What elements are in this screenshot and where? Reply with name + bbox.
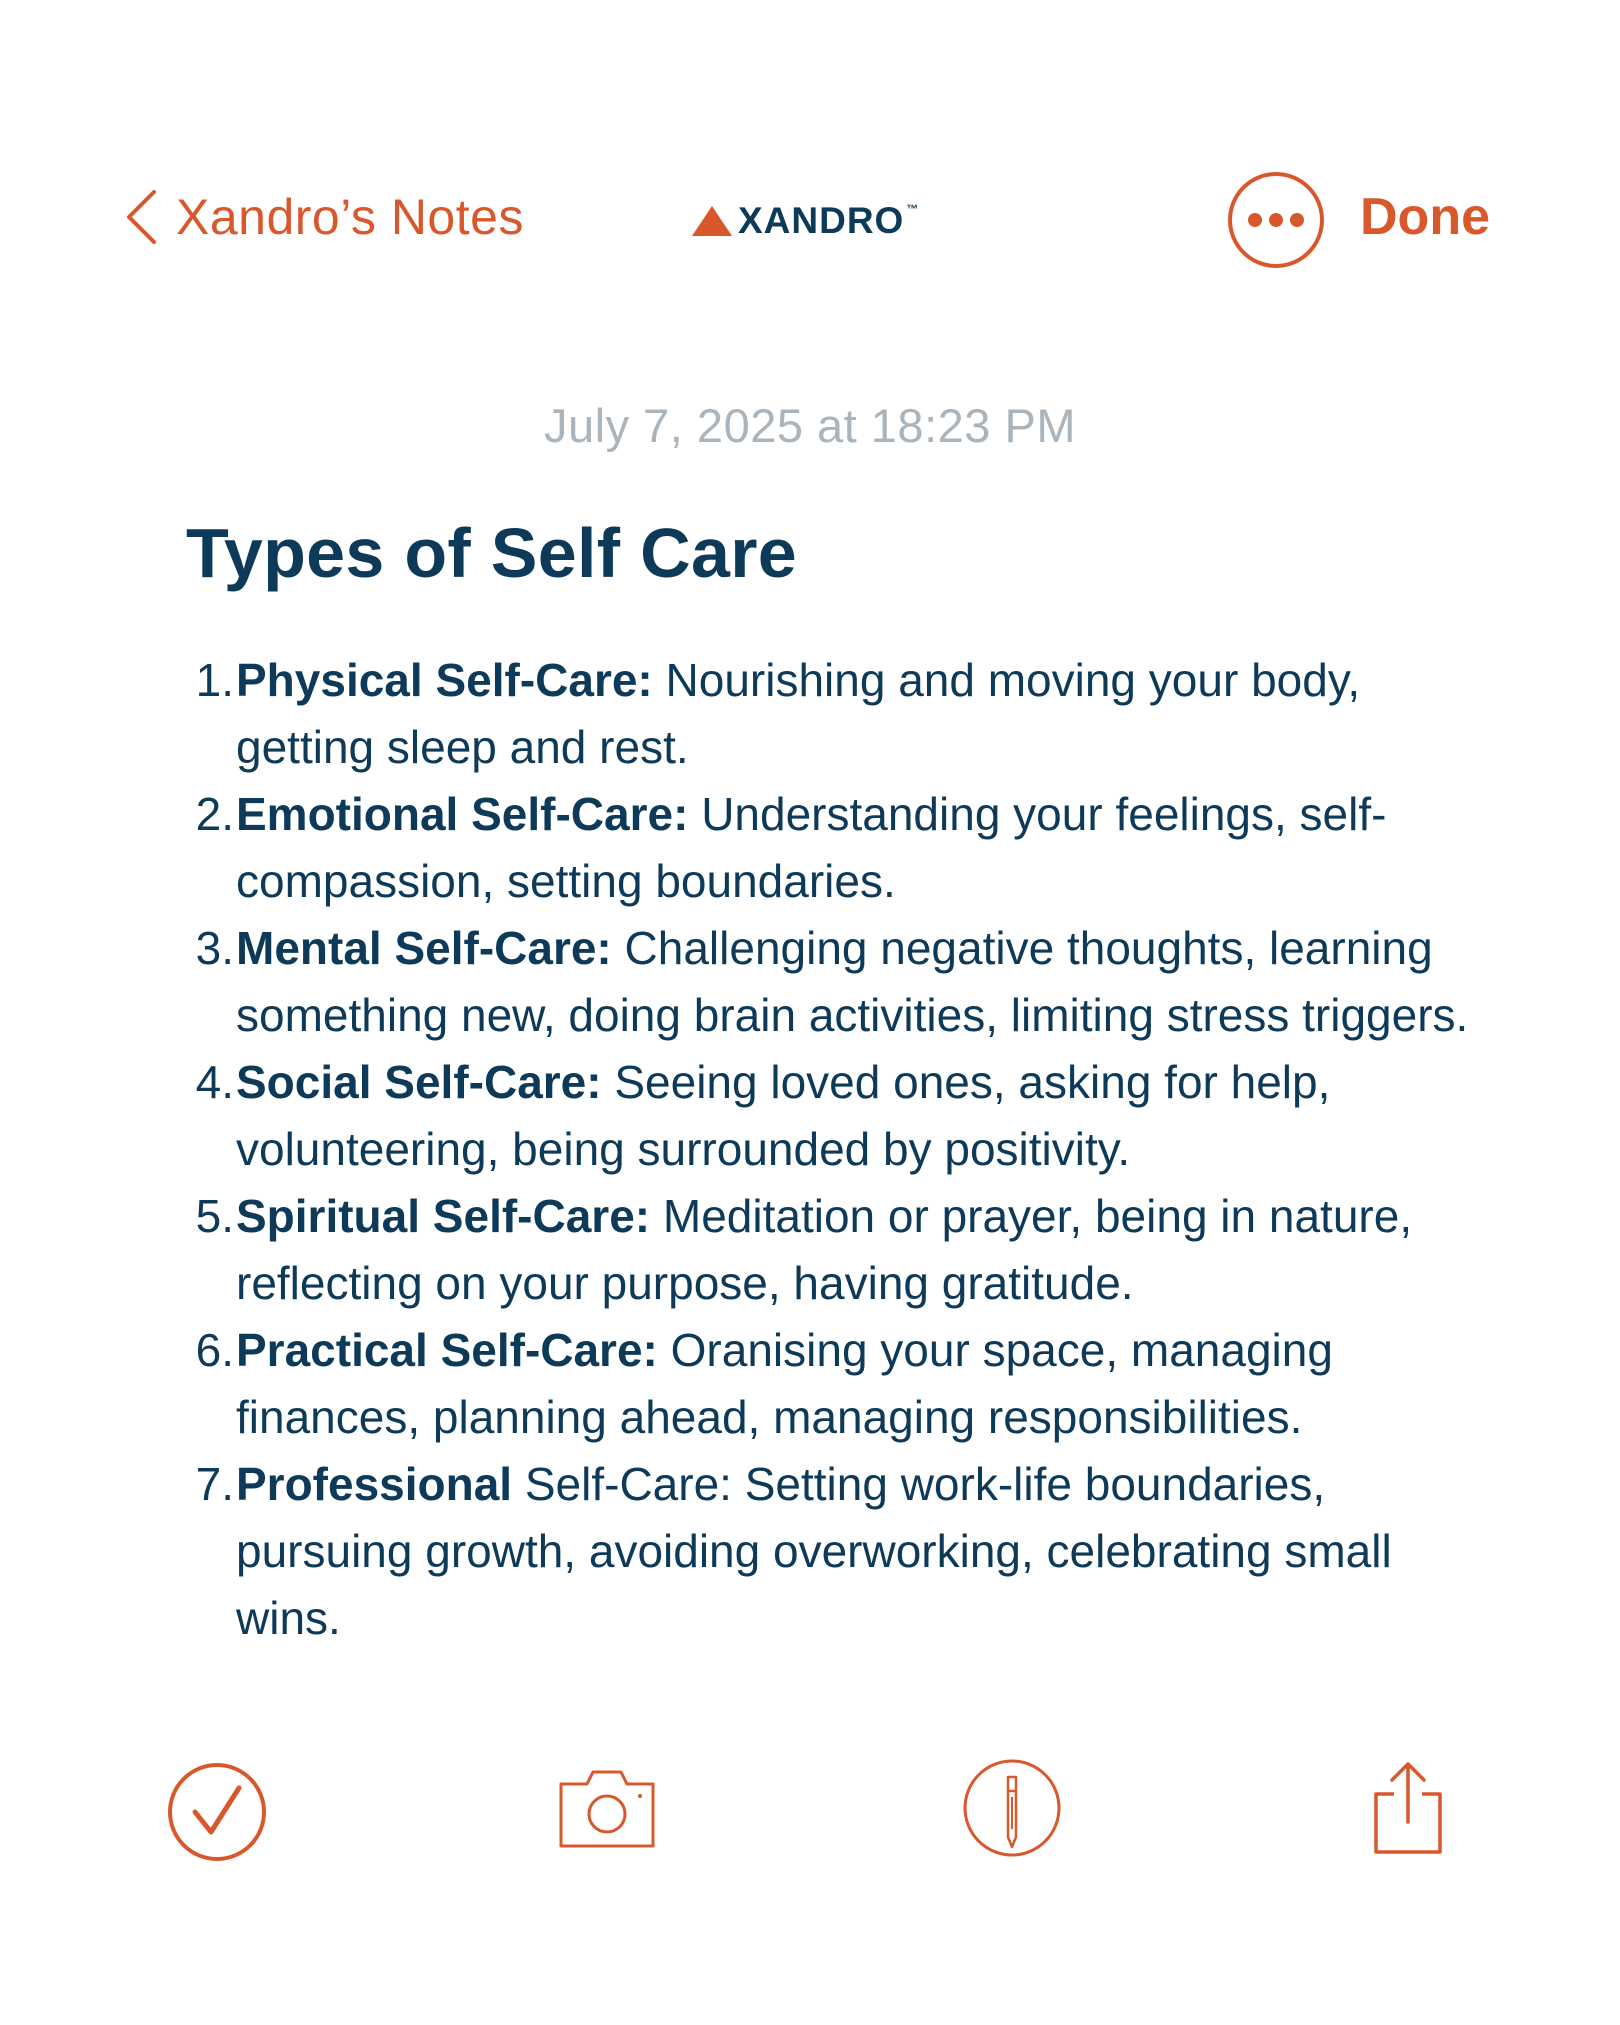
markup-button[interactable] — [961, 1757, 1063, 1859]
checklist-button[interactable] — [167, 1762, 267, 1862]
list-item-number: 1. — [195, 654, 234, 706]
list-item-number: 6. — [195, 1324, 234, 1376]
checklist-icon — [167, 1762, 267, 1862]
list-item-label: Physical Self-Care: — [236, 654, 653, 706]
chevron-left-icon — [124, 188, 158, 246]
note-list — [186, 647, 1486, 1652]
more-options-button[interactable] — [1226, 170, 1326, 270]
list-item-label: Practical Self-Care: — [236, 1324, 658, 1376]
camera-icon — [557, 1768, 657, 1850]
list-item-label: Professional — [236, 1458, 513, 1510]
markup-pen-icon — [961, 1757, 1063, 1859]
share-button[interactable] — [1370, 1760, 1446, 1856]
brand-name: XANDRO — [738, 200, 905, 241]
list-item-number: 7. — [195, 1458, 234, 1510]
list-item — [186, 1049, 1486, 1183]
list-item-text: Nourishing and moving your body, getting sleep and rest. — [236, 654, 1361, 773]
list-item-text: Oranising your space, managing finances, planning ahead, managing responsibilities. — [236, 1324, 1333, 1443]
back-label: Xandro’s Notes — [176, 189, 524, 245]
note-date: July 7, 2025 at 18:23 PM — [544, 399, 1076, 452]
list-item-label: Mental Self-Care: — [236, 922, 612, 974]
brand-trademark: ™ — [906, 202, 919, 216]
camera-button[interactable] — [557, 1768, 657, 1850]
note-title: Types of Self Care — [186, 514, 797, 592]
list-item-text: Self-Care: Setting work-life boundaries, pursuing growth, avoiding overworking, celebrating small wins. — [236, 1458, 1392, 1644]
list-item-text: Seeing loved ones, asking for help, volunteering, being surrounded by positivity. — [236, 1056, 1331, 1175]
list-item-number: 4. — [195, 1056, 234, 1108]
list-item-label: Emotional Self-Care: — [236, 788, 689, 840]
list-item-text: Understanding your feelings, self-compassion, setting boundaries. — [236, 788, 1387, 907]
list-item — [186, 915, 1486, 1049]
list-item — [186, 1183, 1486, 1317]
list-item-number: 5. — [195, 1190, 234, 1242]
list-item-label: Social Self-Care: — [236, 1056, 602, 1108]
list-item-number: 2. — [195, 788, 234, 840]
share-icon — [1370, 1760, 1446, 1856]
done-button[interactable]: Done — [1360, 188, 1490, 246]
list-item — [186, 647, 1486, 781]
list-item — [186, 1317, 1486, 1451]
list-item — [186, 1451, 1486, 1652]
brand-logo — [690, 200, 918, 242]
triangle-logo-icon — [690, 204, 734, 238]
list-item-text: Challenging negative thoughts, learning something new, doing brain activities, limiting stress triggers. — [236, 922, 1469, 1041]
list-item-label: Spiritual Self-Care: — [236, 1190, 651, 1242]
ellipsis-circle-icon — [1226, 170, 1326, 270]
list-item-number: 3. — [195, 922, 234, 974]
back-button[interactable] — [124, 188, 524, 246]
list-item — [186, 781, 1486, 915]
list-item-text: Meditation or prayer, being in nature, reflecting on your purpose, having gratitude. — [236, 1190, 1413, 1309]
